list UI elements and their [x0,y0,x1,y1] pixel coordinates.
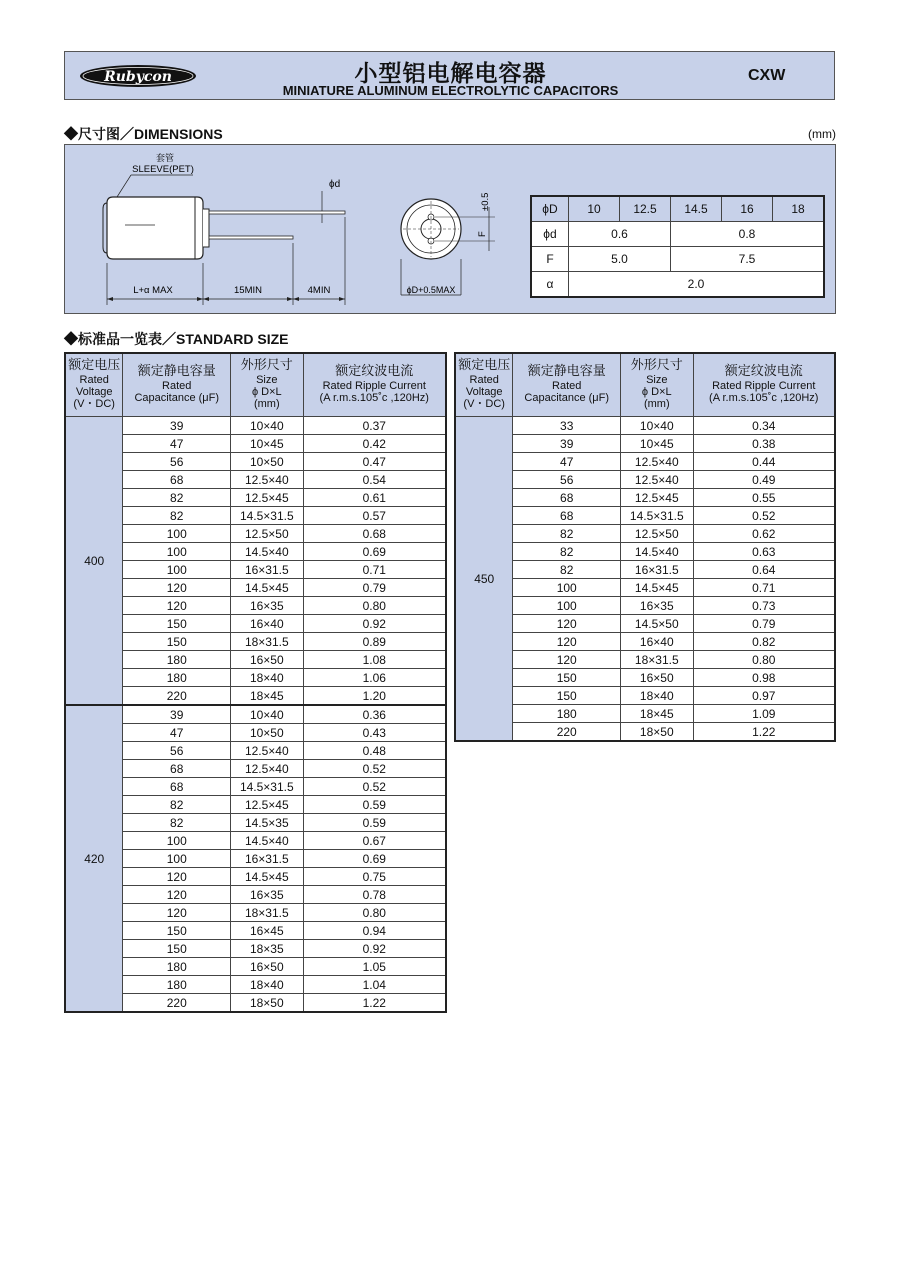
size-cell: 18×31.5 [231,904,303,922]
size-cell: 14.5×40 [621,543,693,561]
capacitance-cell: 33 [513,417,621,435]
size-cell: 14.5×31.5 [621,507,693,525]
sleeve-label-en: SLEEVE(PET) [132,164,194,175]
table-row [65,976,446,994]
dim-row-diameter [531,196,824,222]
table-row [65,453,446,471]
ripple-cell: 0.71 [693,579,835,597]
table-body [65,417,446,1013]
capacitance-cell: 120 [123,886,231,904]
table-row [455,507,835,525]
row-label: ϕD [531,196,569,222]
ripple-cell: 0.63 [693,543,835,561]
capacitance-cell: 100 [123,850,231,868]
table-row [65,579,446,597]
capacitance-cell: 120 [513,651,621,669]
size-cell: 12.5×45 [231,489,303,507]
table-row [455,471,835,489]
table-row [455,525,835,543]
diameter-cell: 10 [569,196,620,222]
capacitance-cell: 150 [513,669,621,687]
ripple-cell: 0.54 [303,471,446,489]
voltage-header-cn: 额定电压 [68,358,121,373]
ripple-cell: 1.09 [693,705,835,723]
capacitance-cell: 180 [123,976,231,994]
table-row [455,651,835,669]
table-row [455,615,835,633]
logo-text: Rubycon [104,69,172,85]
size-cell: 18×50 [621,723,693,742]
ripple-cell: 0.92 [303,615,446,633]
ripple-cell: 0.52 [303,760,446,778]
size-cell: 12.5×40 [621,471,693,489]
size-cell: 18×50 [231,994,303,1013]
size-cell: 12.5×50 [231,525,303,543]
table-row [65,904,446,922]
capacitance-cell: 150 [513,687,621,705]
capacitance-cell: 120 [123,579,231,597]
capacitance-cell: 220 [123,994,231,1013]
ripple-header-en: Rated Ripple Current [712,380,816,392]
diameter-cell: 16 [722,196,773,222]
capacitance-cell: 120 [123,868,231,886]
ripple-cell: 0.80 [303,597,446,615]
size-cell: 16×35 [231,597,303,615]
ripple-header-en: (A r.m.s.105˚c ,120Hz) [319,392,429,404]
size-header [231,353,303,417]
size-cell: 16×35 [231,886,303,904]
capacitance-cell: 39 [123,705,231,724]
dimensions-table [530,195,825,298]
capacitance-cell: 220 [513,723,621,742]
diameter-cell: 14.5 [671,196,722,222]
size-cell: 10×50 [231,453,303,471]
size-header-en: (mm) [643,398,670,410]
size-header-cn: 外形尺寸 [240,358,293,373]
table-row [65,417,446,435]
size-cell: 18×31.5 [231,633,303,651]
capacitance-header-cn: 额定静电容量 [527,364,606,379]
table-row [455,453,835,471]
table-row [455,633,835,651]
table-row [65,886,446,904]
capacitor-drawing [65,145,525,313]
table-row [65,814,446,832]
table-row [65,850,446,868]
table-header-row [455,353,835,417]
diameter-cell: 12.5 [620,196,671,222]
capacitance-cell: 100 [123,561,231,579]
ripple-cell: 0.61 [303,489,446,507]
capacitance-header-en: Rated [552,380,582,392]
capacitance-cell: 47 [123,724,231,742]
tolerance-label: ±0.5 [480,192,491,211]
size-cell: 12.5×45 [231,796,303,814]
ripple-cell: 0.36 [303,705,446,724]
ripple-cell: 0.82 [693,633,835,651]
value-cell: 2.0 [569,272,825,298]
capacitance-header [123,353,231,417]
ripple-cell: 0.38 [693,435,835,453]
ripple-cell: 0.75 [303,868,446,886]
ripple-cell: 1.22 [693,723,835,742]
size-cell: 18×40 [231,976,303,994]
title-chinese: 小型铝电解电容器 [354,61,547,87]
size-cell: 10×40 [231,705,303,724]
capacitance-cell: 120 [123,904,231,922]
table-row [455,579,835,597]
capacitance-cell: 120 [123,597,231,615]
voltage-header-en: Rated [469,374,499,386]
capacitance-header-en: Rated [162,380,192,392]
ripple-header-cn: 额定纹波电流 [724,364,803,379]
capacitance-cell: 56 [513,471,621,489]
ripple-cell: 0.73 [693,597,835,615]
ripple-cell: 0.64 [693,561,835,579]
ripple-cell: 1.22 [303,994,446,1013]
ripple-cell: 0.34 [693,417,835,435]
capacitance-cell: 82 [123,814,231,832]
table-row [65,705,446,724]
capacitance-cell: 47 [123,435,231,453]
ripple-cell: 0.69 [303,543,446,561]
size-cell: 16×50 [231,651,303,669]
size-cell: 12.5×50 [621,525,693,543]
ripple-cell: 1.05 [303,958,446,976]
size-cell: 18×40 [231,669,303,687]
ripple-cell: 1.08 [303,651,446,669]
capacitance-header-en: Capacitance (μF) [134,392,220,404]
capacitance-cell: 39 [513,435,621,453]
size-cell: 18×45 [231,687,303,706]
dim-row-lead [531,222,824,247]
table-row [455,543,835,561]
size-cell: 16×40 [231,615,303,633]
ripple-header-en: (A r.m.s.105˚c ,120Hz) [709,392,819,404]
ripple-cell: 0.59 [303,814,446,832]
table-row [455,687,835,705]
dimensions-title: ◆尺寸图／DIMENSIONS [64,126,223,142]
ripple-cell: 0.62 [693,525,835,543]
title-english: MINIATURE ALUMINUM ELECTROLYTIC CAPACITORS [282,83,619,98]
value-cell: 5.0 [569,247,671,272]
size-cell: 12.5×40 [231,760,303,778]
table-row [65,796,446,814]
size-header-en: Size [646,374,668,386]
size-cell: 16×40 [621,633,693,651]
ripple-cell: 0.52 [303,778,446,796]
ripple-cell: 0.92 [303,940,446,958]
capacitance-cell: 39 [123,417,231,435]
standard-size-title: ◆标准品一览表／STANDARD SIZE [64,331,289,347]
sleeve-label-cn: 套管 [155,154,175,164]
voltage-header [65,353,123,417]
ripple-header [693,353,835,417]
size-cell: 14.5×45 [231,579,303,597]
series-code: CXW [748,67,786,84]
table-row [65,651,446,669]
length-label: L+α MAX [133,285,173,296]
size-cell: 16×50 [621,669,693,687]
header-banner [64,51,835,100]
capacitance-cell: 47 [513,453,621,471]
ripple-cell: 0.44 [693,453,835,471]
table-row [65,615,446,633]
ripple-cell: 0.37 [303,417,446,435]
voltage-cell: 400 [65,417,123,706]
capacitance-cell: 100 [513,579,621,597]
size-cell: 10×40 [621,417,693,435]
size-cell: 16×45 [231,922,303,940]
size-header [621,353,693,417]
capacitance-cell: 68 [513,507,621,525]
ripple-cell: 1.04 [303,976,446,994]
table-header-row [65,353,446,417]
table-row [65,489,446,507]
size-cell: 14.5×31.5 [231,778,303,796]
table-row [65,669,446,687]
standard-size-table-right [454,352,836,742]
table-row [455,489,835,507]
table-row [455,723,835,742]
size-cell: 14.5×35 [231,814,303,832]
table-row [65,868,446,886]
table-row [65,958,446,976]
capacitance-cell: 56 [123,453,231,471]
table-row [65,687,446,706]
capacitance-header [513,353,621,417]
value-cell: 7.5 [671,247,825,272]
capacitance-cell: 82 [123,796,231,814]
ripple-cell: 0.79 [693,615,835,633]
size-cell: 16×31.5 [621,561,693,579]
capacitance-cell: 180 [123,958,231,976]
lead-4-label: 4MIN [307,285,331,296]
voltage-header-en: (V・DC) [463,398,505,410]
row-label: α [531,272,569,298]
ripple-cell: 0.57 [303,507,446,525]
voltage-header-en: Voltage [75,386,113,398]
ripple-cell: 0.48 [303,742,446,760]
ripple-cell: 0.98 [693,669,835,687]
capacitance-cell: 68 [123,471,231,489]
size-cell: 12.5×40 [231,742,303,760]
voltage-cell: 450 [455,417,513,742]
ripple-cell: 0.42 [303,435,446,453]
size-cell: 18×31.5 [621,651,693,669]
table-row [65,742,446,760]
ripple-cell: 0.59 [303,796,446,814]
table-row [65,778,446,796]
pitch-label: F [477,231,488,237]
voltage-header-en: Rated [79,374,109,386]
size-cell: 16×35 [621,597,693,615]
size-header-en: Size [256,374,278,386]
capacitance-cell: 120 [513,615,621,633]
table-row [455,561,835,579]
ripple-header-en: Rated Ripple Current [322,380,426,392]
size-cell: 10×45 [621,435,693,453]
size-cell: 10×40 [231,417,303,435]
size-header-en: ϕ D×L [641,386,672,398]
size-cell: 18×45 [621,705,693,723]
size-cell: 14.5×40 [231,543,303,561]
lead-15-label: 15MIN [234,285,262,296]
ripple-cell: 0.69 [303,850,446,868]
table-row [65,633,446,651]
table-row [65,435,446,453]
size-cell: 12.5×45 [621,489,693,507]
table-row [65,760,446,778]
standard-size-table-left [64,352,447,1013]
capacitance-cell: 180 [513,705,621,723]
ripple-cell: 0.47 [303,453,446,471]
table-body [455,417,835,742]
capacitance-cell: 100 [123,832,231,850]
size-cell: 10×45 [231,435,303,453]
table-row [455,705,835,723]
ripple-cell: 0.67 [303,832,446,850]
ripple-cell: 0.68 [303,525,446,543]
table-row [455,597,835,615]
table-row [65,507,446,525]
ripple-cell: 1.06 [303,669,446,687]
table-row [455,669,835,687]
table-row [65,471,446,489]
capacitance-cell: 82 [123,507,231,525]
table-row [455,435,835,453]
size-cell: 12.5×40 [231,471,303,489]
ripple-cell: 0.55 [693,489,835,507]
diameter-cell: 18 [773,196,825,222]
capacitance-cell: 68 [513,489,621,507]
ripple-cell: 0.80 [303,904,446,922]
ripple-cell: 1.20 [303,687,446,706]
size-cell: 18×35 [231,940,303,958]
capacitance-cell: 68 [123,778,231,796]
capacitance-cell: 150 [123,615,231,633]
value-cell: 0.6 [569,222,671,247]
voltage-header [455,353,513,417]
capacitance-cell: 150 [123,633,231,651]
ripple-cell: 0.49 [693,471,835,489]
capacitance-cell: 180 [123,651,231,669]
capacitance-cell: 82 [513,561,621,579]
size-cell: 18×40 [621,687,693,705]
ripple-cell: 0.79 [303,579,446,597]
row-label: F [531,247,569,272]
capacitance-cell: 82 [513,543,621,561]
size-header-en: (mm) [253,398,280,410]
dimensions-panel [64,144,836,314]
table-row [65,832,446,850]
capacitance-cell: 180 [123,669,231,687]
table-row [65,724,446,742]
table-row [65,940,446,958]
size-cell: 16×31.5 [231,850,303,868]
capacitance-cell: 220 [123,687,231,706]
ripple-cell: 0.97 [693,687,835,705]
ripple-cell: 0.89 [303,633,446,651]
capacitance-cell: 82 [513,525,621,543]
ripple-cell: 0.52 [693,507,835,525]
ripple-header-cn: 额定纹波电流 [335,364,414,379]
capacitance-cell: 100 [513,597,621,615]
capacitance-header-cn: 额定静电容量 [137,364,216,379]
ripple-cell: 0.80 [693,651,835,669]
capacitance-cell: 68 [123,760,231,778]
size-header-cn: 外形尺寸 [630,358,683,373]
ripple-cell: 0.43 [303,724,446,742]
ripple-cell: 0.94 [303,922,446,940]
row-label: ϕd [531,222,569,247]
value-cell: 0.8 [671,222,825,247]
size-cell: 14.5×40 [231,832,303,850]
diameter-label: ϕD+0.5MAX [406,285,456,295]
capacitance-cell: 150 [123,922,231,940]
size-cell: 14.5×31.5 [231,507,303,525]
capacitance-header-en: Capacitance (μF) [524,392,610,404]
capacitance-cell: 82 [123,489,231,507]
voltage-header-en: Voltage [465,386,503,398]
size-cell: 12.5×40 [621,453,693,471]
phi-d-label: ϕd [329,179,341,190]
capacitance-cell: 150 [123,940,231,958]
ripple-cell: 0.71 [303,561,446,579]
size-cell: 14.5×50 [621,615,693,633]
size-header-en: ϕ D×L [251,386,282,398]
size-cell: 16×50 [231,958,303,976]
capacitance-cell: 100 [123,525,231,543]
table-row [65,597,446,615]
voltage-header-en: (V・DC) [73,398,115,410]
ripple-header [303,353,446,417]
unit-label: (mm) [808,127,836,141]
ripple-cell: 0.78 [303,886,446,904]
voltage-header-cn: 额定电压 [458,358,511,373]
dim-row-alpha [531,272,824,298]
capacitance-cell: 100 [123,543,231,561]
table-row [65,922,446,940]
size-cell: 14.5×45 [231,868,303,886]
table-row [455,417,835,435]
size-cell: 16×31.5 [231,561,303,579]
voltage-cell: 420 [65,705,123,1012]
capacitance-cell: 120 [513,633,621,651]
table-row [65,543,446,561]
size-cell: 14.5×45 [621,579,693,597]
table-row [65,525,446,543]
dim-row-pitch [531,247,824,272]
capacitance-cell: 56 [123,742,231,760]
table-row [65,994,446,1013]
size-cell: 10×50 [231,724,303,742]
table-row [65,561,446,579]
